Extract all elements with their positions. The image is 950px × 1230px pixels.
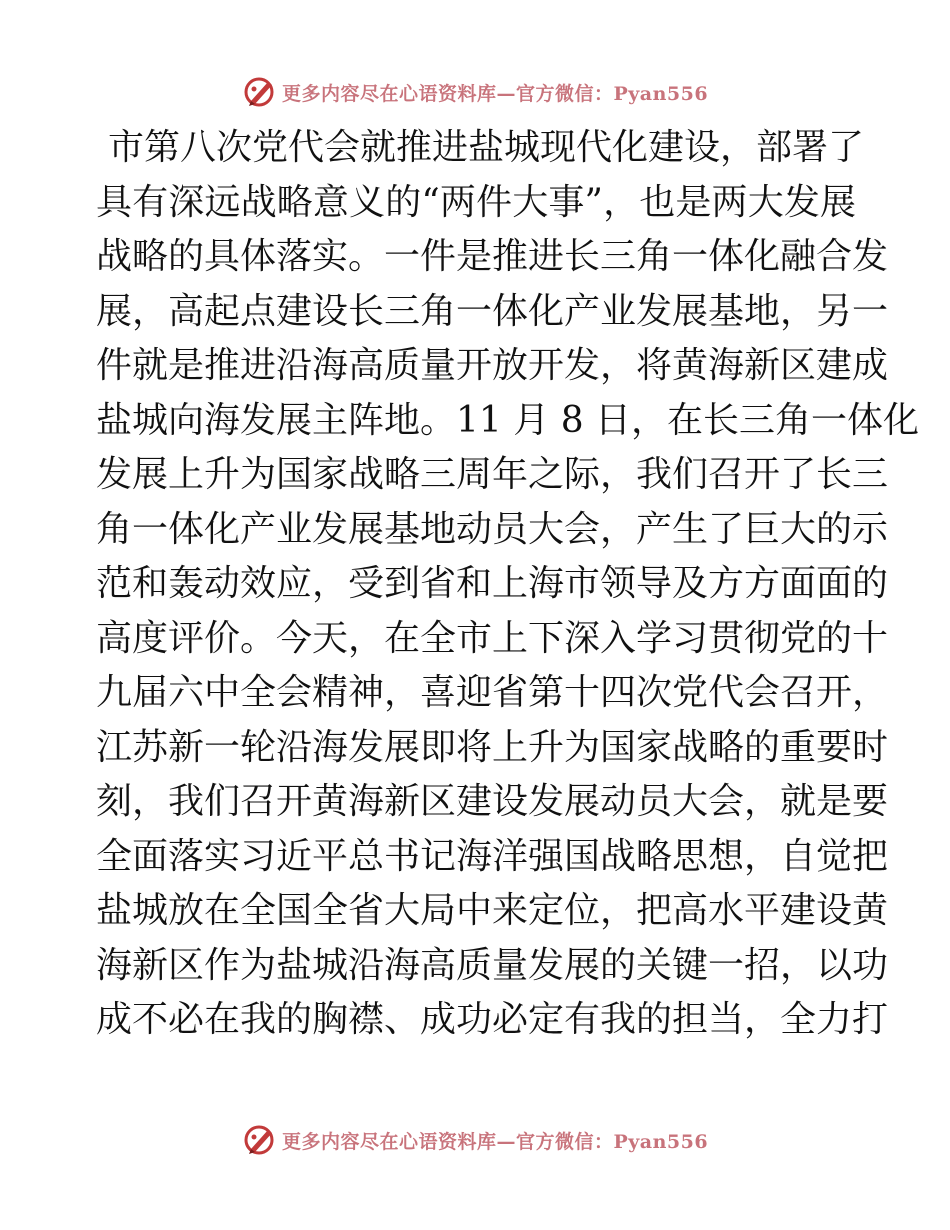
text-line: 件就是推进沿海高质量开放开发，将黄海新区建成 [96,345,889,386]
text-line: 江苏新一轮沿海发展即将上升为国家战略的重要时 [96,726,889,768]
text-line: 市第八次党代会就推进盐城现代化建设，部署了 [108,127,865,168]
text-line: 范和轰动效应，受到省和上海市领导及方方面面的 [96,563,889,604]
footer-watermark [0,1120,950,1160]
text-line: 具有深远战略意义的“两件大事”，也是两大发展 [96,181,856,223]
text-line: 成不必在我的胸襟、成功必定有我的担当，全力打 [96,999,889,1040]
text-line: 刻，我们召开黄海新区建设发展动员大会，就是要 [96,781,889,822]
text-line: 全面落实习近平总书记海洋强国战略思想，自觉把 [96,835,889,877]
text-line: 发展上升为国家战略三周年之际，我们召开了长三 [96,454,889,495]
text-line: 海新区作为盐城沿海高质量发展的关键一招，以功 [96,944,889,986]
watermark-text: 更多内容尽在心语资料库—官方微信：Pyan556 [281,1130,709,1153]
text-line: 盐城放在全国全省大局中来定位，把高水平建设黄 [96,890,889,931]
pen-logo-icon [242,74,278,110]
text-line: 九届六中全会精神，喜迎省第十四次党代会召开， [96,672,889,713]
document-body [96,121,920,1048]
text-line: 高度评价。今天，在全市上下深入学习贯彻党的十 [96,617,889,659]
header-watermark [0,72,950,112]
text-line: 战略的具体落实。一件是推进长三角一体化融合发 [96,236,889,277]
pen-logo-icon [242,1122,278,1158]
watermark-text: 更多内容尽在心语资料库—官方微信：Pyan556 [281,82,709,105]
text-line: 盐城向海发展主阵地。11 月 8 日，在长三角一体化 [96,399,920,441]
text-line: 展，高起点建设长三角一体化产业发展基地，另一 [96,290,889,332]
text-line: 角一体化产业发展基地动员大会，产生了巨大的示 [96,508,889,550]
